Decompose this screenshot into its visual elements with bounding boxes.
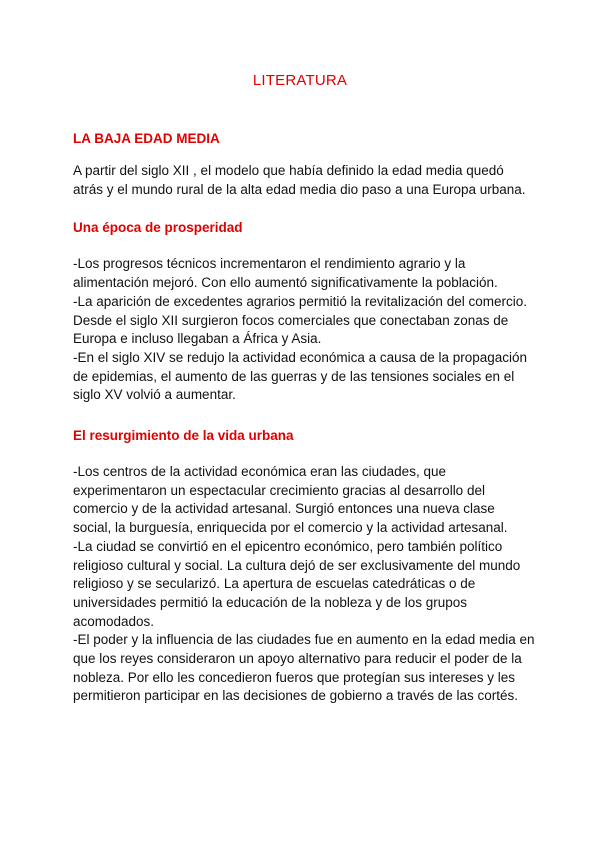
paragraph: -Los progresos técnicos incrementaron el rendimiento agrario y la alimentación mejoró. Con ello aumentó significativamente la población. <box>73 256 498 291</box>
document-body <box>73 130 535 706</box>
document-title: LITERATURA <box>252 72 348 89</box>
section-heading: LA BAJA EDAD MEDIA <box>73 131 220 146</box>
paragraph: -La ciudad se convirtió en el epicentro económico, pero también político religioso cultural y social. La cultura dejó de ser exclusivamente del mundo religioso y se secularizó. La apertura de escuelas catedráticas o de universidades permitió la educación de la nobleza y de los grupos acomodados. <box>73 538 521 629</box>
paragraph: -La aparición de excedentes agrarios permitió la revitalización del comercio. Desde el siglo XII surgieron focos comerciales que conectaban zonas de Europa e incluso llegaban a África y Asia. <box>73 293 527 347</box>
intro-text: A partir del siglo XII , el modelo que había definido la edad media quedó atrás y el mundo rural de la alta edad media dio paso a una Europa urbana. <box>73 163 526 197</box>
paragraph: -Los centros de la actividad económica eran las ciudades, que experimentaron un espectacular crecimiento gracias al desarrollo del comercio y de la actividad artesanal. Surgió entonces una nueva clase social, la burguesía, enriquecida por el comercio y la actividad artesanal. <box>73 464 508 536</box>
subheading-vida-urbana: El resurgimiento de la vida urbana <box>73 428 294 444</box>
vida-urbana-block <box>73 463 535 706</box>
paragraph: -El poder y la influencia de las ciudades fue en aumento en la edad media en que los reyes consideraron un apoyo alternativo para reducir el poder de la nobleza. Por ello les concedieron fueros que protegían sus intereses y les permitieron participar en las decisiones de gobierno a través de las cortés. <box>73 632 535 704</box>
subheading-prosperidad: Una época de prosperidad <box>73 220 243 236</box>
intro-paragraph <box>73 162 535 199</box>
prosperidad-block <box>73 255 535 405</box>
paragraph: -En el siglo XIV se redujo la actividad económica a causa de la propagación de epidemias, el aumento de las guerras y de las tensiones sociales en el siglo XV volvió a aumentar. <box>73 349 528 403</box>
